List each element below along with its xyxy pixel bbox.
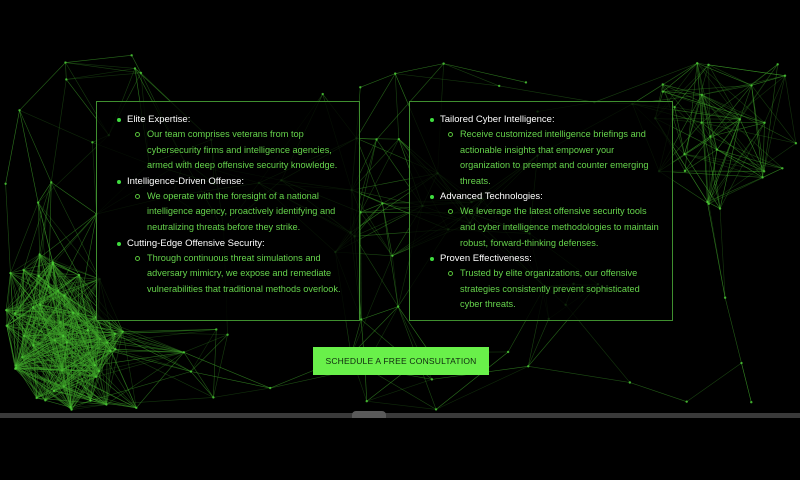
- feature-item: [430, 251, 662, 313]
- feature-title: Proven Effectiveness:: [440, 253, 532, 265]
- feature-description: We leverage the latest offensive security tools and cyber intelligence methodologies to maintain robust, forward-thinking defenses.: [460, 204, 662, 251]
- features-panel-left: [96, 101, 360, 321]
- feature-description: We operate with the foresight of a national intelligence agency, proactively identifying and neutralizing threats before they strike.: [147, 189, 349, 236]
- feature-item: [117, 236, 349, 298]
- schedule-consultation-button[interactable]: SCHEDULE A FREE CONSULTATION: [313, 347, 489, 375]
- feature-description: Receive customized intelligence briefings and actionable insights that empower your organization to preempt and counter emerging threats.: [460, 127, 662, 189]
- horizontal-scrollbar-thumb[interactable]: [352, 411, 386, 418]
- feature-item: [430, 189, 662, 251]
- feature-title: Intelligence-Driven Offense:: [127, 175, 245, 187]
- feature-title: Advanced Technologies:: [440, 191, 543, 203]
- feature-item: [117, 174, 349, 236]
- horizontal-scrollbar-track[interactable]: [0, 413, 800, 418]
- feature-list-left: [117, 112, 349, 297]
- feature-list-right: [430, 112, 662, 313]
- feature-title: Tailored Cyber Intelligence:: [440, 114, 555, 125]
- features-panel-right: [409, 101, 673, 321]
- feature-description: Our team comprises veterans from top cybersecurity firms and intelligence agencies, armed with deep offensive security knowledge.: [147, 127, 349, 174]
- feature-title: Cutting-Edge Offensive Security:: [127, 237, 265, 249]
- feature-description: Trusted by elite organizations, our offensive strategies consistently prevent sophisticated cyber threats.: [460, 266, 662, 313]
- feature-title: Elite Expertise:: [127, 114, 191, 125]
- feature-item: [430, 112, 662, 189]
- feature-item: [117, 112, 349, 174]
- feature-description: Through continuous threat simulations and adversary mimicry, we expose and remediate vulnerabilities that traditional methods overlook.: [147, 251, 349, 298]
